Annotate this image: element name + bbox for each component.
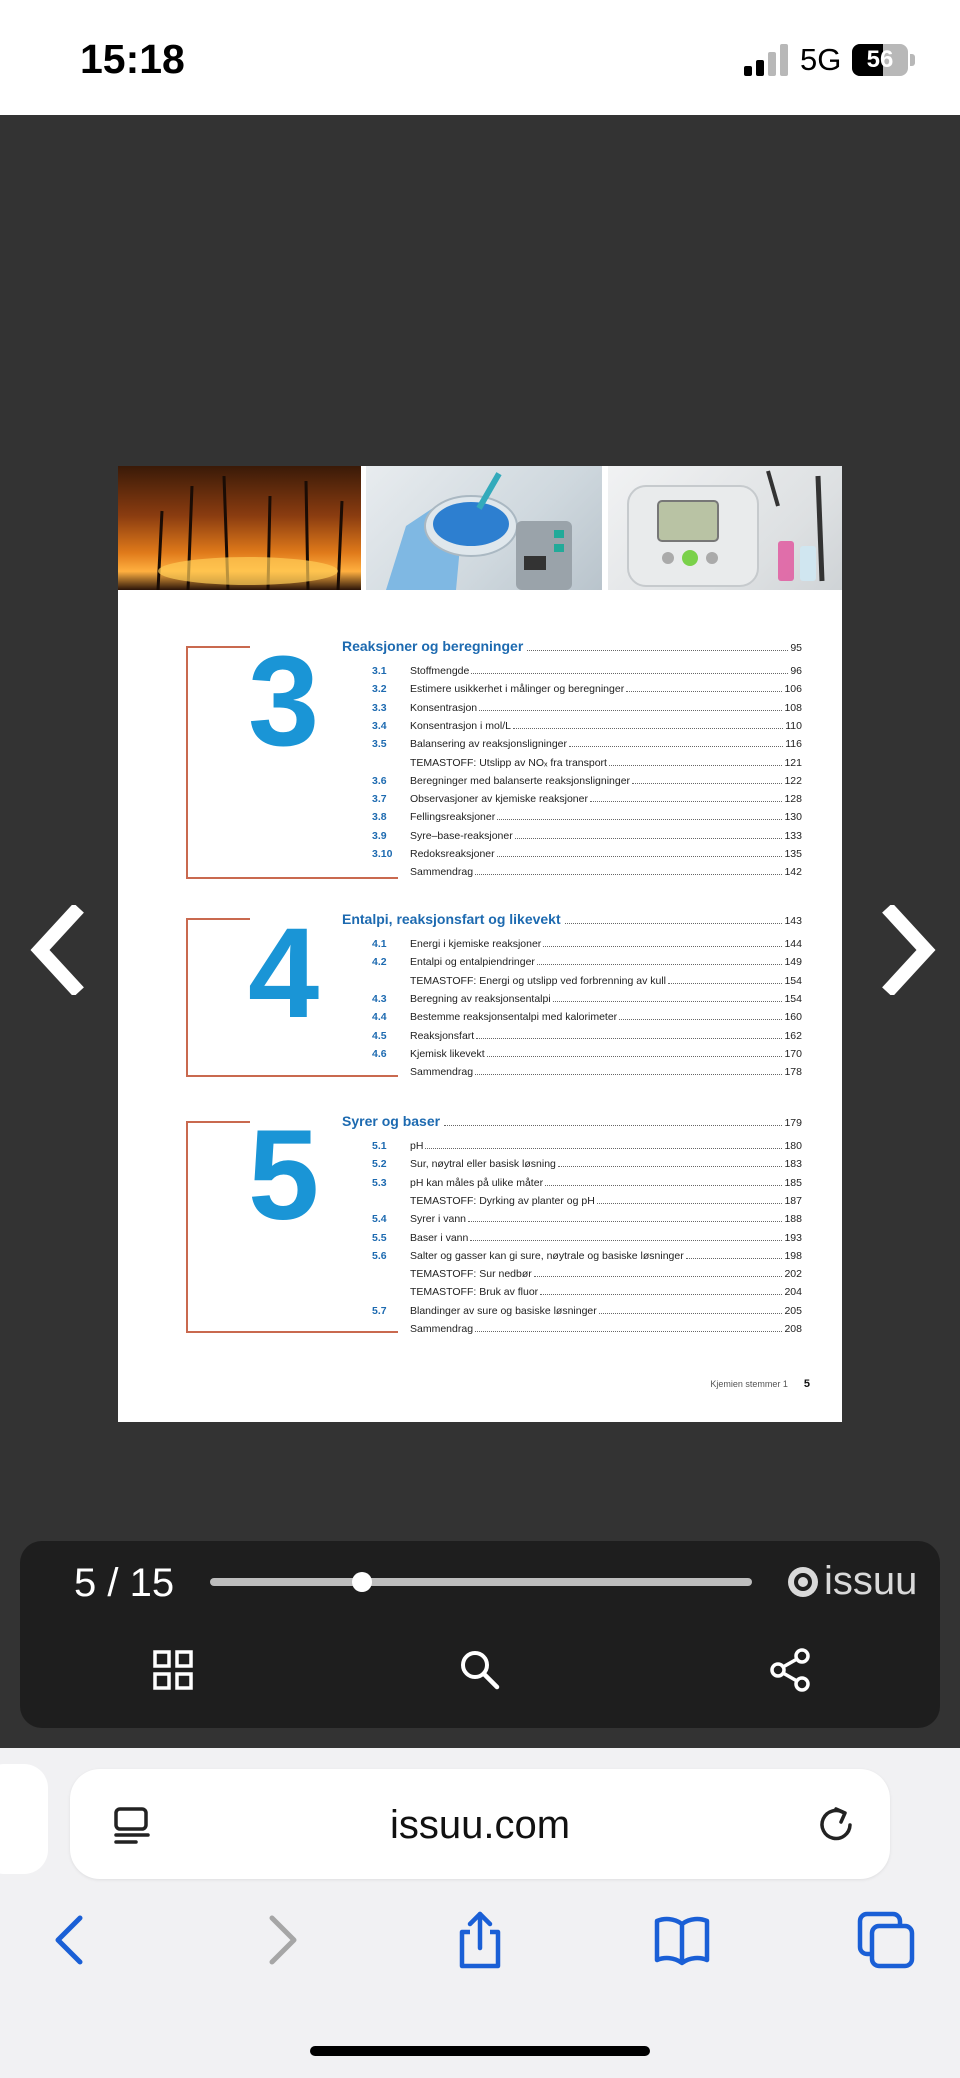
leader-dots (543, 946, 782, 947)
leader-dots (515, 838, 783, 839)
toc-entry-text: TEMASTOFF: Bruk av fluor (410, 1286, 539, 1299)
chapter-bracket-line (186, 1075, 398, 1077)
toc-entry-number: 5.6 (372, 1249, 387, 1262)
toc-entry-text: pH (410, 1140, 424, 1152)
toc-entry-text: Redoksreaksjoner (410, 848, 495, 860)
toc-entry[interactable] (372, 993, 802, 1011)
toc-entry-number: 5.5 (372, 1231, 387, 1244)
toc-entry-page: 122 (784, 774, 802, 787)
next-page-icon[interactable] (878, 905, 938, 995)
toc-entry-page: 142 (784, 866, 802, 879)
leader-dots (540, 1294, 782, 1295)
leader-dots (569, 746, 783, 747)
toc-entry-text: Stoffmengde (410, 665, 470, 677)
toc-entry[interactable] (372, 848, 802, 866)
toc-entry-text: Blandinger av sure og basiske løsninger (410, 1304, 597, 1317)
toc-entry-page: 187 (784, 1194, 802, 1207)
footer-page-number: 5 (803, 1378, 810, 1390)
document-viewer[interactable] (0, 115, 960, 1748)
chapter-title-row[interactable] (342, 911, 802, 931)
toc-entry-number: 4.2 (372, 956, 387, 969)
battery-icon (852, 44, 908, 76)
toc-entry-text: Syrer i vann (410, 1213, 467, 1226)
leader-dots (545, 1185, 782, 1186)
toc-entry-page: 130 (784, 811, 802, 824)
leader-dots (476, 1038, 782, 1039)
address-bar[interactable] (70, 1769, 890, 1879)
leader-dots (475, 1331, 782, 1332)
toc-entry[interactable] (372, 1030, 802, 1048)
toc-entry-number: 3.6 (372, 774, 387, 787)
toc-entry-text: Baser i vann (410, 1231, 469, 1244)
toc-entry-text: Sammendrag (410, 1066, 474, 1079)
toc-entry-number: 5.7 (372, 1304, 387, 1317)
chapter-bracket-line (186, 1331, 398, 1333)
viewer-control-panel (20, 1541, 940, 1728)
lab-beaker-photo (366, 466, 602, 590)
grid-icon[interactable] (148, 1645, 198, 1695)
chapter-number: 3 (248, 630, 320, 773)
toc-entry-text: Syre–base-reaksjoner (410, 829, 513, 842)
toc-entry-page: 170 (784, 1047, 802, 1060)
toc-entry-page: 108 (784, 701, 802, 714)
chapter-title-row[interactable] (342, 1113, 802, 1133)
leader-dots (487, 1056, 783, 1057)
toc-entry-text: Sammendrag (410, 1323, 474, 1335)
toc-entry-text: Bestemme reaksjonsentalpi med kalorimeter (410, 1011, 618, 1024)
toc-entry[interactable] (372, 1286, 802, 1304)
toc-entry[interactable] (372, 720, 802, 738)
leader-dots (479, 710, 782, 711)
toc-entry-number: 5.3 (372, 1176, 387, 1189)
toc-entry-text: Sammendrag (410, 866, 474, 879)
toc-entry-page: 202 (784, 1268, 802, 1281)
previous-page-icon[interactable] (28, 905, 88, 995)
chapter-title: Reaksjoner og beregninger (342, 638, 524, 654)
toc-entry[interactable] (372, 1158, 802, 1176)
toc-entry[interactable] (372, 1177, 802, 1195)
toc-entry-number: 3.5 (372, 738, 387, 751)
toc-entry-number: 3.4 (372, 719, 387, 732)
url-text: issuu.com (389, 1803, 571, 1847)
browser-chrome (0, 1748, 960, 2078)
toc-entry-text: TEMASTOFF: Energi og utslipp ved forbrenning av kull (410, 974, 667, 987)
toc-entry-text: Beregninger med balanserte reaksjonsligninger (410, 774, 631, 787)
previous-tab-preview[interactable] (0, 1764, 48, 1874)
toc-entry-page: 205 (784, 1304, 802, 1317)
leader-dots (619, 1019, 782, 1020)
toc-entry-number: 3.3 (372, 701, 387, 714)
page-slider[interactable] (210, 1578, 752, 1586)
toc-entry-page: 133 (784, 829, 802, 842)
toc-entry-number: 4.3 (372, 992, 387, 1005)
toc-entry-text: TEMASTOFF: Sur nedbør (410, 1268, 532, 1281)
toc-entry-number: 3.1 (372, 665, 387, 677)
toc-entry-text: Entalpi og entalpiendringer (410, 956, 535, 969)
toc-entry-page: 128 (784, 793, 802, 806)
toc-entry-page: 116 (785, 738, 802, 751)
toc-entry[interactable] (372, 1268, 802, 1286)
chapter-title: Entalpi, reaksjonsfart og likevekt (342, 911, 561, 927)
footer-book-title: Kjemien stemmer 1 (710, 1379, 788, 1389)
share-icon[interactable] (450, 1910, 510, 1970)
toc-entry-number: 3.7 (372, 793, 387, 806)
back-icon[interactable] (42, 1910, 102, 1970)
battery-tip (910, 54, 915, 66)
issuu-logo[interactable] (786, 1559, 917, 1604)
home-indicator (310, 2046, 650, 2056)
share-icon[interactable] (766, 1645, 816, 1695)
toc-entry-number: 3.10 (372, 848, 393, 860)
toc-entry-number: 5.4 (372, 1213, 387, 1226)
toc-entry-text: Energi i kjemiske reaksjoner (410, 938, 542, 950)
toc-entry-text: Observasjoner av kjemiske reaksjoner (410, 793, 588, 806)
leader-dots (565, 923, 783, 924)
toc-entry[interactable] (372, 1232, 802, 1250)
forward-icon[interactable] (250, 1910, 310, 1970)
toc-entry[interactable] (372, 1048, 802, 1066)
toc-entry-page: 198 (784, 1249, 802, 1262)
forest-fire-photo (118, 466, 361, 590)
ph-meter-photo (608, 466, 842, 590)
leader-dots (597, 1203, 783, 1204)
status-bar (0, 0, 960, 115)
toc-entry-page: 160 (784, 1011, 802, 1024)
leader-dots (475, 1074, 782, 1075)
toc-entry[interactable] (372, 793, 802, 811)
toc-entry-number: 4.4 (372, 1011, 387, 1024)
toc-entry[interactable] (372, 830, 802, 848)
toc-entry-page: 180 (784, 1140, 802, 1152)
search-icon[interactable] (455, 1645, 505, 1695)
toc-entry-page: 185 (784, 1176, 802, 1189)
toc-entry-text: Fellingsreaksjoner (410, 811, 496, 824)
toc-entry-page: 154 (784, 974, 802, 987)
toc-entry-text: Konsentrasjon (410, 701, 478, 714)
toc-entry-page: 110 (785, 719, 802, 732)
chapter-page: 143 (784, 915, 802, 927)
toc-entry-page: 154 (784, 992, 802, 1005)
document-page (118, 466, 842, 1422)
leader-dots (527, 650, 788, 651)
toc-entry-number: 3.9 (372, 829, 387, 842)
reload-icon[interactable] (814, 1803, 858, 1847)
issuu-logo-text: issuu (824, 1559, 918, 1603)
toc-entry-page: 144 (784, 938, 802, 950)
toc-entry[interactable] (372, 775, 802, 793)
toc-entry-page: 208 (784, 1323, 802, 1335)
toc-entry[interactable] (372, 1250, 802, 1268)
leader-dots (590, 801, 782, 802)
leader-dots (599, 1313, 783, 1314)
leader-dots (497, 819, 782, 820)
toc-entry[interactable] (372, 683, 802, 701)
toc-entry[interactable] (372, 1011, 802, 1029)
toc-entry-number: 5.2 (372, 1158, 387, 1171)
leader-dots (470, 1240, 782, 1241)
leader-dots (632, 783, 782, 784)
chapter-bracket (186, 646, 250, 879)
toc-entry[interactable] (372, 1066, 802, 1084)
toc-entry-page: 193 (784, 1231, 802, 1244)
toc-entry[interactable] (372, 811, 802, 829)
chapter-page: 95 (790, 642, 802, 654)
toc-entry[interactable] (372, 702, 802, 720)
leader-dots (609, 765, 783, 766)
leader-dots (471, 673, 788, 674)
toc-entry-page: 135 (784, 848, 802, 860)
toc-entry-page: 106 (784, 683, 802, 696)
toc-entry[interactable] (372, 956, 802, 974)
page-indicator: 5 / 15 (74, 1561, 175, 1605)
toc-entry[interactable] (372, 975, 802, 993)
leader-dots (534, 1276, 783, 1277)
leader-dots (553, 1001, 783, 1002)
toc-entry-text: TEMASTOFF: Dyrking av planter og pH (410, 1194, 595, 1207)
toc-entry-number: 4.6 (372, 1047, 387, 1060)
toc-entry[interactable] (372, 1195, 802, 1213)
toc-entry-text: Salter og gasser kan gi sure, nøytrale og basiske løsninger (410, 1249, 684, 1262)
header-photos (118, 466, 842, 590)
toc-entry-text: Beregning av reaksjonsentalpi (410, 992, 551, 1005)
chapter-page: 179 (784, 1117, 802, 1129)
leader-dots (513, 728, 783, 729)
leader-dots (626, 691, 782, 692)
toc-entry-page: 96 (790, 665, 802, 677)
chapter-number: 4 (248, 902, 320, 1045)
leader-dots (558, 1166, 783, 1167)
toc-entry[interactable] (372, 866, 802, 884)
chapter-bracket-line (186, 877, 398, 879)
leader-dots (668, 983, 782, 984)
bookmarks-icon[interactable] (652, 1910, 712, 1970)
toc-entry[interactable] (372, 1213, 802, 1231)
toc-entry-text: Sur, nøytral eller basisk løsning (410, 1158, 556, 1171)
chapter-title: Syrer og baser (342, 1113, 441, 1129)
toc-entry-page: 149 (784, 956, 802, 969)
page-footer (710, 1378, 810, 1390)
toc-entry-number: 3.8 (372, 811, 387, 824)
toc-entry-page: 204 (784, 1286, 802, 1299)
cellular-signal-icon (744, 44, 790, 76)
toc-entry-number: 5.1 (372, 1140, 387, 1152)
toc-entry[interactable] (372, 1140, 802, 1158)
leader-dots (686, 1258, 783, 1259)
tabs-icon[interactable] (856, 1910, 916, 1970)
toc-entry[interactable] (372, 665, 802, 683)
leader-dots (497, 856, 783, 857)
toc-entry-text: TEMASTOFF: Utslipp av NOₓ fra transport (410, 756, 607, 769)
toc-entry-page: 183 (784, 1158, 802, 1171)
toc-entry-text: Estimere usikkerhet i målinger og beregninger (410, 683, 625, 696)
leader-dots (468, 1221, 782, 1222)
toc-entry-text: Kjemisk likevekt (410, 1047, 485, 1060)
toc-entry[interactable] (372, 757, 802, 775)
toc-entry-text: Reaksjonsfart (410, 1029, 475, 1042)
toc-entry-text: Konsentrasjon i mol/L (410, 719, 511, 732)
leader-dots (444, 1125, 782, 1126)
toc-entry[interactable] (372, 738, 802, 756)
chapter-number: 5 (248, 1104, 320, 1247)
leader-dots (425, 1148, 782, 1149)
chapter-bracket (186, 918, 250, 1077)
clock: 15:18 (80, 36, 185, 82)
toc-entry-number: 3.2 (372, 683, 387, 696)
leader-dots (537, 964, 783, 965)
toc-entry-number: 4.1 (372, 938, 387, 950)
toc-entry[interactable] (372, 1305, 802, 1323)
toc-entry-page: 121 (784, 756, 802, 769)
network-type: 5G (800, 42, 842, 77)
toc-entry-number: 4.5 (372, 1029, 387, 1042)
toc-entry[interactable] (372, 938, 802, 956)
toc-entry-page: 178 (784, 1066, 802, 1079)
toc-entry[interactable] (372, 1323, 802, 1341)
toc-entry-page: 162 (784, 1029, 802, 1042)
chapter-bracket (186, 1121, 250, 1333)
toc-entry-page: 188 (784, 1213, 802, 1226)
leader-dots (475, 874, 782, 875)
toc-entry-text: pH kan måles på ulike måter (410, 1176, 544, 1189)
page-slider-knob[interactable] (352, 1572, 372, 1592)
chapter-title-row[interactable] (342, 638, 802, 658)
issuu-logo-icon (786, 1565, 820, 1599)
battery-percentage: 56 (866, 46, 894, 73)
toc-entry-text: Balansering av reaksjonsligninger (410, 738, 568, 751)
